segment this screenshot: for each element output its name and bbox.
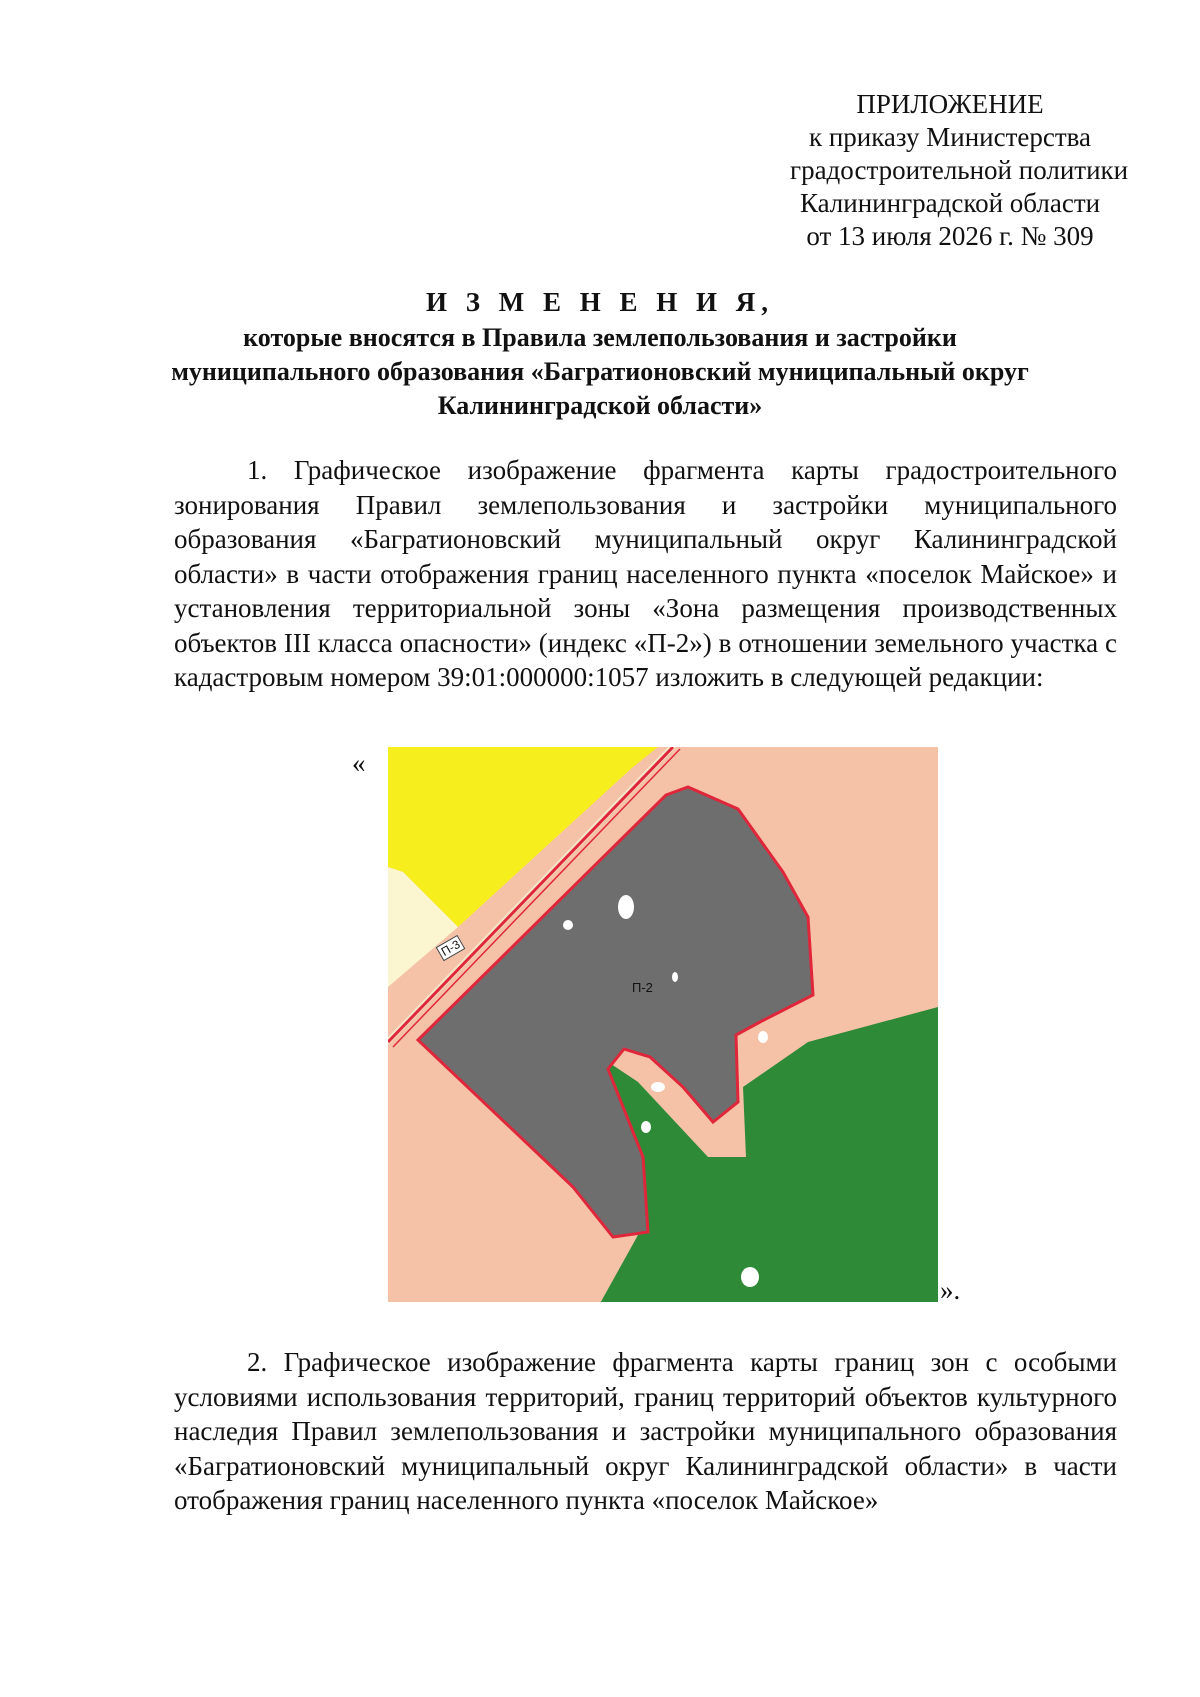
zone-label-p2: П-2 bbox=[632, 980, 653, 995]
appendix-header bbox=[790, 88, 1129, 253]
appendix-date: от 13 июля 2026 г. № 309 bbox=[806, 221, 1094, 251]
map-spot bbox=[618, 895, 634, 919]
paragraph-2: 2. Графическое изображение фрагмента карты границ зон с особыми условиями использования территорий, границ территорий объектов культурного наследия Правил землепользования и застройки муниципального образования «Багратионовский муниципальный округ Калининградской области» в части отображения границ населенного пункта «поселок Майское» bbox=[174, 1347, 1117, 1515]
map-spot bbox=[651, 1082, 665, 1092]
map-spot bbox=[672, 972, 678, 982]
appendix-line: к приказу Министерства bbox=[808, 122, 1092, 152]
map-spot bbox=[741, 1267, 759, 1287]
document-title bbox=[150, 285, 1050, 423]
title-head: И З М Е Н Е Н И Я, bbox=[425, 287, 774, 317]
map-spot bbox=[563, 920, 573, 930]
quote-close: ». bbox=[940, 1275, 961, 1305]
paragraph-1: 1. Графическое изображение фрагмента карты градостроительного зонирования Правил землепользования и застройки муниципального образования «Багратионовский муниципальный округ Калининградской области» в части отображения границ населенного пункта «поселок Майское» и установления территориальной зоны «Зона размещения производственных объектов III класса опасности» (индекс «П-2») в отношении земельного участка с кадастровым номером 39:01:000000:1057 изложить в следующей редакции: bbox=[174, 455, 1117, 692]
title-line: Калининградской области» bbox=[437, 391, 763, 420]
title-line: которые вносятся в Правила землепользования и застройки bbox=[243, 323, 957, 352]
title-line: муниципального образования «Багратионовский муниципальный округ bbox=[171, 357, 1029, 386]
appendix-line: градостроительной политики bbox=[790, 155, 1129, 185]
map-spot bbox=[758, 1031, 768, 1043]
appendix-line: Калининградской области bbox=[799, 188, 1101, 218]
appendix-title: ПРИЛОЖЕНИЕ bbox=[856, 89, 1044, 119]
map-spot bbox=[641, 1121, 651, 1133]
quote-open: « bbox=[352, 748, 366, 778]
zoning-map-fragment bbox=[388, 747, 938, 1302]
zone-label-p3: П-3 bbox=[436, 935, 466, 962]
